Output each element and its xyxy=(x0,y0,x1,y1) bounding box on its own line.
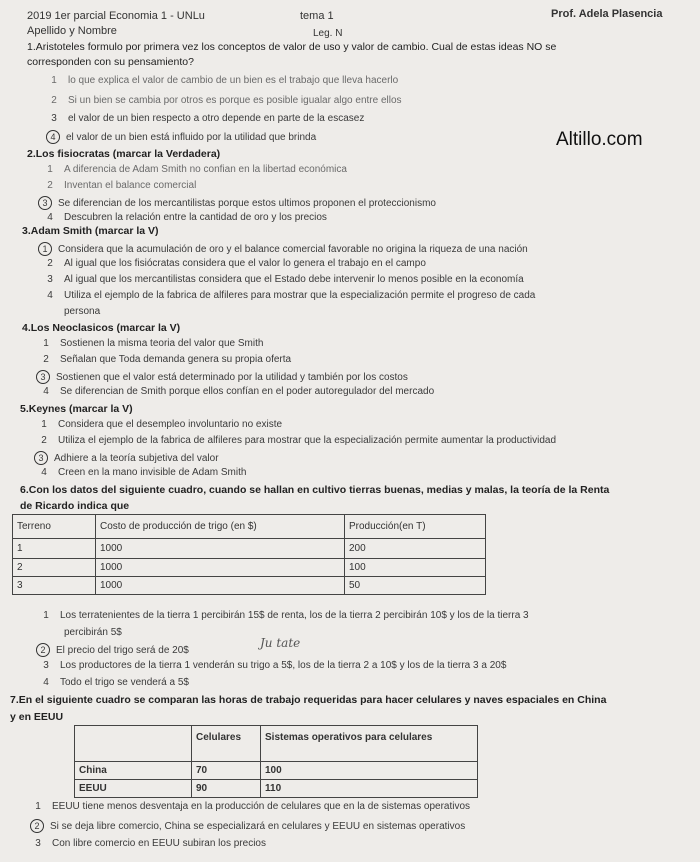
table-cell: 110 xyxy=(261,780,478,798)
table-cell: 200 xyxy=(345,539,486,559)
q6-option-3: 3 Los productores de la tierra 1 venderán su trigo a 5$, los de la tierra 2 a 10$ y los de la tierra 3 a 20$ xyxy=(43,660,507,671)
q2-option-2: 2 Inventan el balance comercial xyxy=(47,180,197,191)
q5-title: 5.Keynes (marcar la V) xyxy=(20,403,133,415)
q5-option-2: 2 Utiliza el ejemplo de la fabrica de alfileres para mostrar que la especialización permite aumentar la productividad xyxy=(41,435,557,446)
renta-table xyxy=(12,514,486,595)
q4-option-2: 2 Señalan que Toda demanda genera su propia oferta xyxy=(43,354,292,365)
table-header xyxy=(75,726,192,762)
q2-option-4: 4 Descubren la relación entre la cantidad de oro y los precios xyxy=(47,212,327,223)
q7-option-1: 1 EEUU tiene menos desventaja en la producción de celulares que en la de sistemas operativos xyxy=(35,801,471,812)
table-header: Sistemas operativos para celulares xyxy=(261,726,478,762)
table-cell: 1000 xyxy=(96,559,345,577)
q4-option-4: 4 Se diferencian de Smith porque ellos confían en el poder autoregulador del mercado xyxy=(43,386,435,397)
q4-option-3: 3 Sostienen que el valor está determinado por la utilidad y también por los costos xyxy=(36,370,408,384)
q7-option-3: 3 Con libre comercio en EEUU subiran los precios xyxy=(35,838,266,849)
q4-title: 4.Los Neoclasicos (marcar la V) xyxy=(22,322,181,334)
q6-title-cont: de Ricardo indica que xyxy=(20,500,130,512)
table-header: Producción(en T) xyxy=(345,515,486,539)
answer-circle-mark: 1 xyxy=(38,242,52,256)
table-cell: 1000 xyxy=(96,539,345,559)
q3-option-2: 2 Al igual que los fisiócratas considera que el valor lo genera el trabajo en el campo xyxy=(47,258,426,269)
q2-option-3: 3 Se diferencian de los mercantilistas porque estos ultimos proponen el proteccionismo xyxy=(38,196,436,210)
table-cell: 90 xyxy=(192,780,261,798)
table-header: Terreno xyxy=(13,515,96,539)
q1-option-3: 3 el valor de un bien respecto a otro depende en parte de la escasez xyxy=(51,113,365,124)
q3-option-1: 1 Considera que la acumulación de oro y el balance comercial favorable no origina la riqueza de una nación xyxy=(38,242,528,256)
q7-title: 7.En el siguiente cuadro se comparan las horas de trabajo requeridas para hacer celulares y naves espaciales en China xyxy=(10,694,607,706)
q1-option-1: 1 lo que explica el valor de cambio de un bien es el trabajo que lleva hacerlo xyxy=(51,75,399,86)
table-cell: 1 xyxy=(13,539,96,559)
q1-option-4: 4 el valor de un bien está influido por la utilidad que brinda xyxy=(46,130,316,144)
q7-title-cont: y en EEUU xyxy=(10,711,64,723)
q3-option-4: 4 Utiliza el ejemplo de la fabrica de alfileres para mostrar que la especialización permite el progreso de cada xyxy=(47,290,536,301)
q1-title: 1.Aristoteles formulo por primera vez los conceptos de valor de uso y valor de cambio. Cual de estas ideas NO se xyxy=(27,41,557,53)
q6-option-4: 4 Todo el trigo se venderá a 5$ xyxy=(43,677,189,688)
table-cell: 1000 xyxy=(96,577,345,595)
table-cell: 70 xyxy=(192,762,261,780)
q6-option-2: 2 El precio del trigo será de 20$ xyxy=(36,643,189,657)
trade-table xyxy=(74,725,478,798)
table-cell: 2 xyxy=(13,559,96,577)
q1-title-cont: corresponden con su pensamiento? xyxy=(27,56,194,68)
table-cell: 100 xyxy=(261,762,478,780)
q3-title: 3.Adam Smith (marcar la V) xyxy=(22,225,159,237)
q7-option-2: 2 Si se deja libre comercio, China se especializará en celulares y EEUU en sistemas operativos xyxy=(30,819,465,833)
q6-option-1-cont: percibirán 5$ xyxy=(64,627,122,638)
q3-option-4-cont: persona xyxy=(64,306,101,317)
table-cell: China xyxy=(75,762,192,780)
q2-option-1: 1 A diferencia de Adam Smith no confian en la libertad económica xyxy=(47,164,347,175)
table-cell: 3 xyxy=(13,577,96,595)
q3-option-3: 3 Al igual que los mercantilistas considera que el Estado debe intervenir lo menos posible en la economía xyxy=(47,274,524,285)
q6-title: 6.Con los datos del siguiente cuadro, cuando se hallan en cultivo tierras buenas, medias y malas, la teoría de la Renta xyxy=(20,484,610,496)
table-cell: 100 xyxy=(345,559,486,577)
table-cell: EEUU xyxy=(75,780,192,798)
q1-option-2: 2 Si un bien se cambia por otros es porque es posible igualar algo entre ellos xyxy=(51,95,402,106)
q5-option-4: 4 Creen en la mano invisible de Adam Smith xyxy=(41,467,247,478)
answer-circle-mark: 2 xyxy=(36,643,50,657)
q4-option-1: 1 Sostienen la misma teoria del valor que Smith xyxy=(43,338,264,349)
professor-name: Prof. Adela Plasencia xyxy=(551,8,663,20)
q6-option-1: 1 Los terratenientes de la tierra 1 percibirán 15$ de renta, los de la tierra 2 percibirán 10$ y los de la tierra 3 xyxy=(43,610,529,621)
answer-circle-mark: 3 xyxy=(38,196,52,210)
table-header: Celulares xyxy=(192,726,261,762)
exam-topic: tema 1 xyxy=(300,10,334,22)
watermark: Altillo.com xyxy=(556,129,643,150)
table-cell: 50 xyxy=(345,577,486,595)
answer-circle-mark: 3 xyxy=(34,451,48,465)
table-header: Costo de producción de trigo (en $) xyxy=(96,515,345,539)
answer-circle-mark: 4 xyxy=(46,130,60,144)
reg-label: Leg. N xyxy=(313,28,343,39)
q5-option-3: 3 Adhiere a la teoría subjetiva del valor xyxy=(34,451,219,465)
handwritten-note: Ju tate xyxy=(260,636,301,650)
answer-circle-mark: 3 xyxy=(36,370,50,384)
answer-circle-mark: 2 xyxy=(30,819,44,833)
q2-title: 2.Los fisiocratas (marcar la Verdadera) xyxy=(27,148,221,160)
name-label: Apellido y Nombre xyxy=(27,25,117,37)
q5-option-1: 1 Considera que el desempleo involuntario no existe xyxy=(41,419,283,430)
course-title: 2019 1er parcial Economia 1 - UNLu xyxy=(27,10,205,22)
